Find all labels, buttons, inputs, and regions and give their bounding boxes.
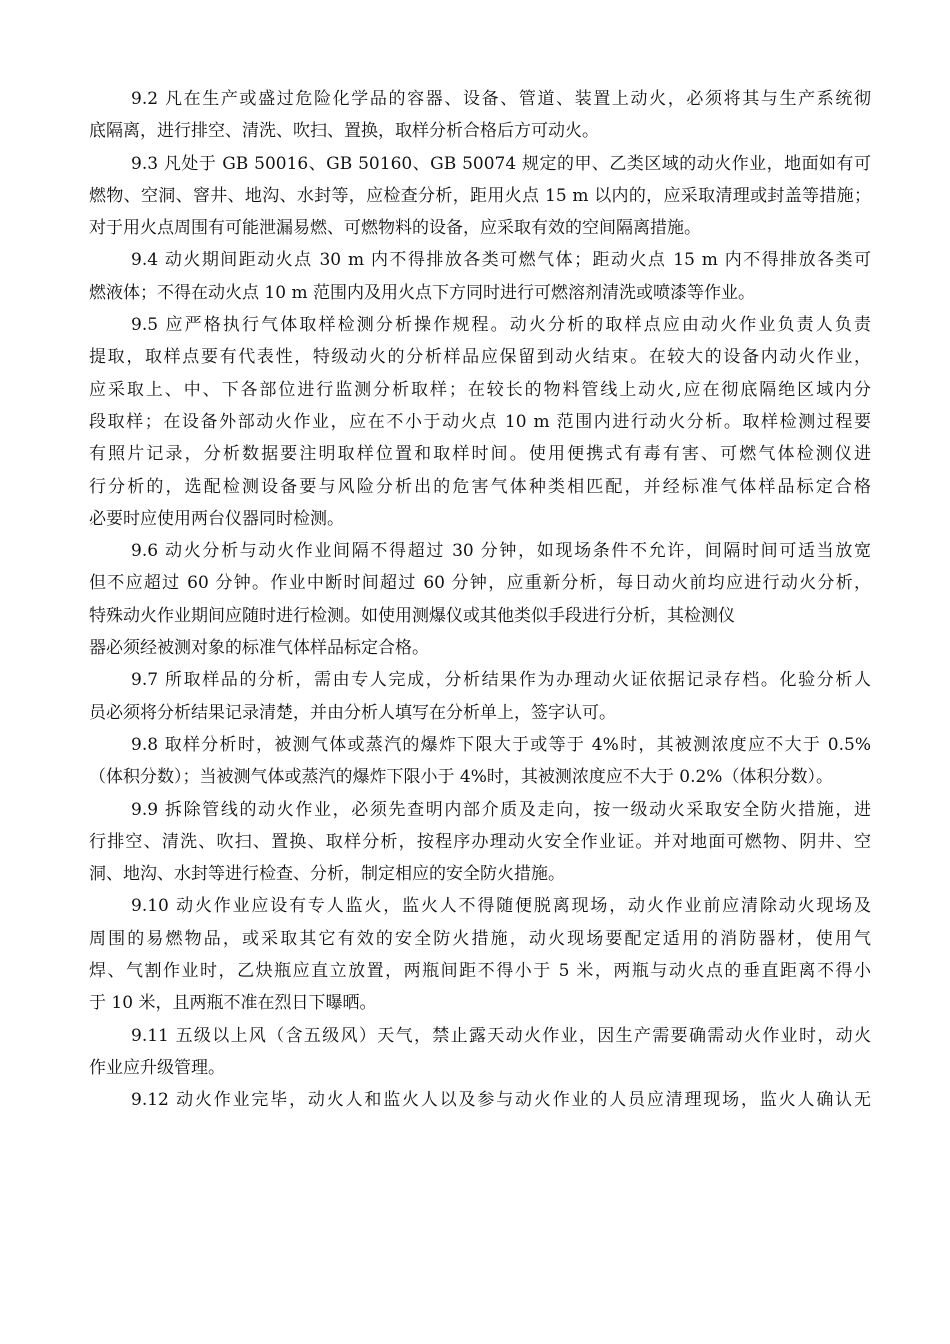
- clause-9-6: [89, 535, 871, 664]
- clause-line: 但不应超过 60 分钟。作业中断时间超过 60 分钟，应重新分析，每日动火前均应进行动火分析，: [89, 573, 871, 594]
- clause-9-12: [89, 1084, 871, 1116]
- clause-line: 焊、气割作业时，乙炔瓶应直立放置，两瓶间距不得小于 5 米，两瓶与动火点的垂直距离不得小: [89, 961, 871, 982]
- clause-line: 行排空、清洗、吹扫、置换、取样分析，按程序办理动火安全作业证。并对地面可燃物、阴井、空: [89, 831, 871, 852]
- clause-9-11: [89, 1020, 871, 1085]
- clause-9-5: [89, 309, 871, 535]
- clause-line: 提取，取样点要有代表性，特级动火的分析样品应保留到动火结束。在较大的设备内动火作业，: [89, 347, 871, 368]
- clause-line: 必要时应使用两台仪器同时检测。: [89, 508, 344, 529]
- clause-line: 应采取上、中、下各部位进行监测分析取样；在较长的物料管线上动火,应在彻底隔绝区域内分: [89, 379, 871, 400]
- clause-line: 燃液体；不得在动火点 10 m 范围内及用火点下方同时进行可燃溶剂清洗或喷漆等作业。: [89, 282, 755, 303]
- document-body: [89, 83, 871, 1117]
- clause-line: 行分析的，选配检测设备要与风险分析出的危害气体种类相匹配，并经标准气体样品标定合格: [89, 476, 871, 497]
- clause-line: 9.7 所取样品的分析，需由专人完成，分析结果作为办理动火证依据记录存档。化验分析人: [131, 670, 871, 691]
- clause-line: 段取样；在设备外部动火作业，应在不小于动火点 10 m 范围内进行动火分析。取样检测过程要: [89, 411, 871, 432]
- clause-line: 9.11 五级以上风（含五级风）天气，禁止露天动火作业，因生产需要确需动火作业时，动火: [131, 1025, 871, 1046]
- clause-line: 9.3 凡处于 GB 50016、GB 50160、GB 50074 规定的甲、乙类区域的动火作业，地面如有可: [131, 153, 871, 174]
- clause-line: 于 10 米，且两瓶不准在烈日下曝晒。: [89, 993, 377, 1014]
- clause-9-9: [89, 794, 871, 891]
- clause-line: 9.12 动火作业完毕，动火人和监火人以及参与动火作业的人员应清理现场，监火人确认无: [131, 1090, 871, 1111]
- clause-line: 9.10 动火作业应设有专人监火，监火人不得随便脱离现场，动火作业前应清除动火现场及: [131, 896, 871, 917]
- clause-9-3: [89, 148, 871, 245]
- clause-line: 9.8 取样分析时，被测气体或蒸汽的爆炸下限大于或等于 4%时，其被测浓度应不大于 0.5%: [131, 734, 871, 755]
- clause-line: 燃物、空洞、窨井、地沟、水封等，应检查分析，距用火点 15 m 以内的，应采取清理或封盖等措施；: [89, 185, 871, 206]
- clause-line: 有照片记录，分析数据要注明取样位置和取样时间。使用便携式有毒有害、可燃气体检测仪进: [89, 444, 871, 465]
- clause-9-8: [89, 729, 871, 794]
- clause-line: 9.9 拆除管线的动火作业，必须先查明内部介质及走向，按一级动火采取安全防火措施，进: [131, 799, 871, 820]
- clause-line: 9.5 应严格执行气体取样检测分析操作规程。动火分析的取样点应由动火作业负责人负责: [131, 315, 871, 336]
- clause-line: 9.4 动火期间距动火点 30 m 内不得排放各类可燃气体；距动火点 15 m 内不得排放各类可: [131, 250, 871, 271]
- clause-line: 对于用火点周围有可能泄漏易燃、可燃物料的设备，应采取有效的空间隔离措施。: [89, 218, 701, 239]
- clause-line: 周围的易燃物品，或采取其它有效的安全防火措施，动火现场要配定适用的消防器材，使用气: [89, 928, 871, 949]
- clause-line: 9.2 凡在生产或盛过危险化学品的容器、设备、管道、装置上动火，必须将其与生产系统彻: [131, 89, 871, 109]
- clause-line: 作业应升级管理。: [89, 1057, 225, 1078]
- clause-line: 底隔离，进行排空、清洗、吹扫、置换，取样分析合格后方可动火。: [89, 121, 599, 142]
- clause-9-7: [89, 664, 871, 729]
- clause-line: （体积分数）；当被测气体或蒸汽的爆炸下限小于 4%时，其被测浓度应不大于 0.2%（体积分数）。: [89, 767, 833, 788]
- clause-9-2: [89, 83, 871, 148]
- clause-line: 洞、地沟、水封等进行检查、分析，制定相应的安全防火措施。: [89, 864, 565, 885]
- clause-line: 9.6 动火分析与动火作业间隔不得超过 30 分钟，如现场条件不允许，间隔时间可适当放宽: [131, 541, 871, 562]
- clause-line: 员必须将分析结果记录清楚，并由分析人填写在分析单上，签字认可。: [89, 702, 616, 723]
- clause-line: 器必须经被测对象的标准气体样品标定合格。: [89, 638, 429, 659]
- clause-line: 特殊动火作业期间应随时进行检测。如使用测爆仪或其他类似手段进行分析，其检测仪: [89, 605, 735, 626]
- clause-9-10: [89, 890, 871, 1019]
- clause-9-4: [89, 244, 871, 309]
